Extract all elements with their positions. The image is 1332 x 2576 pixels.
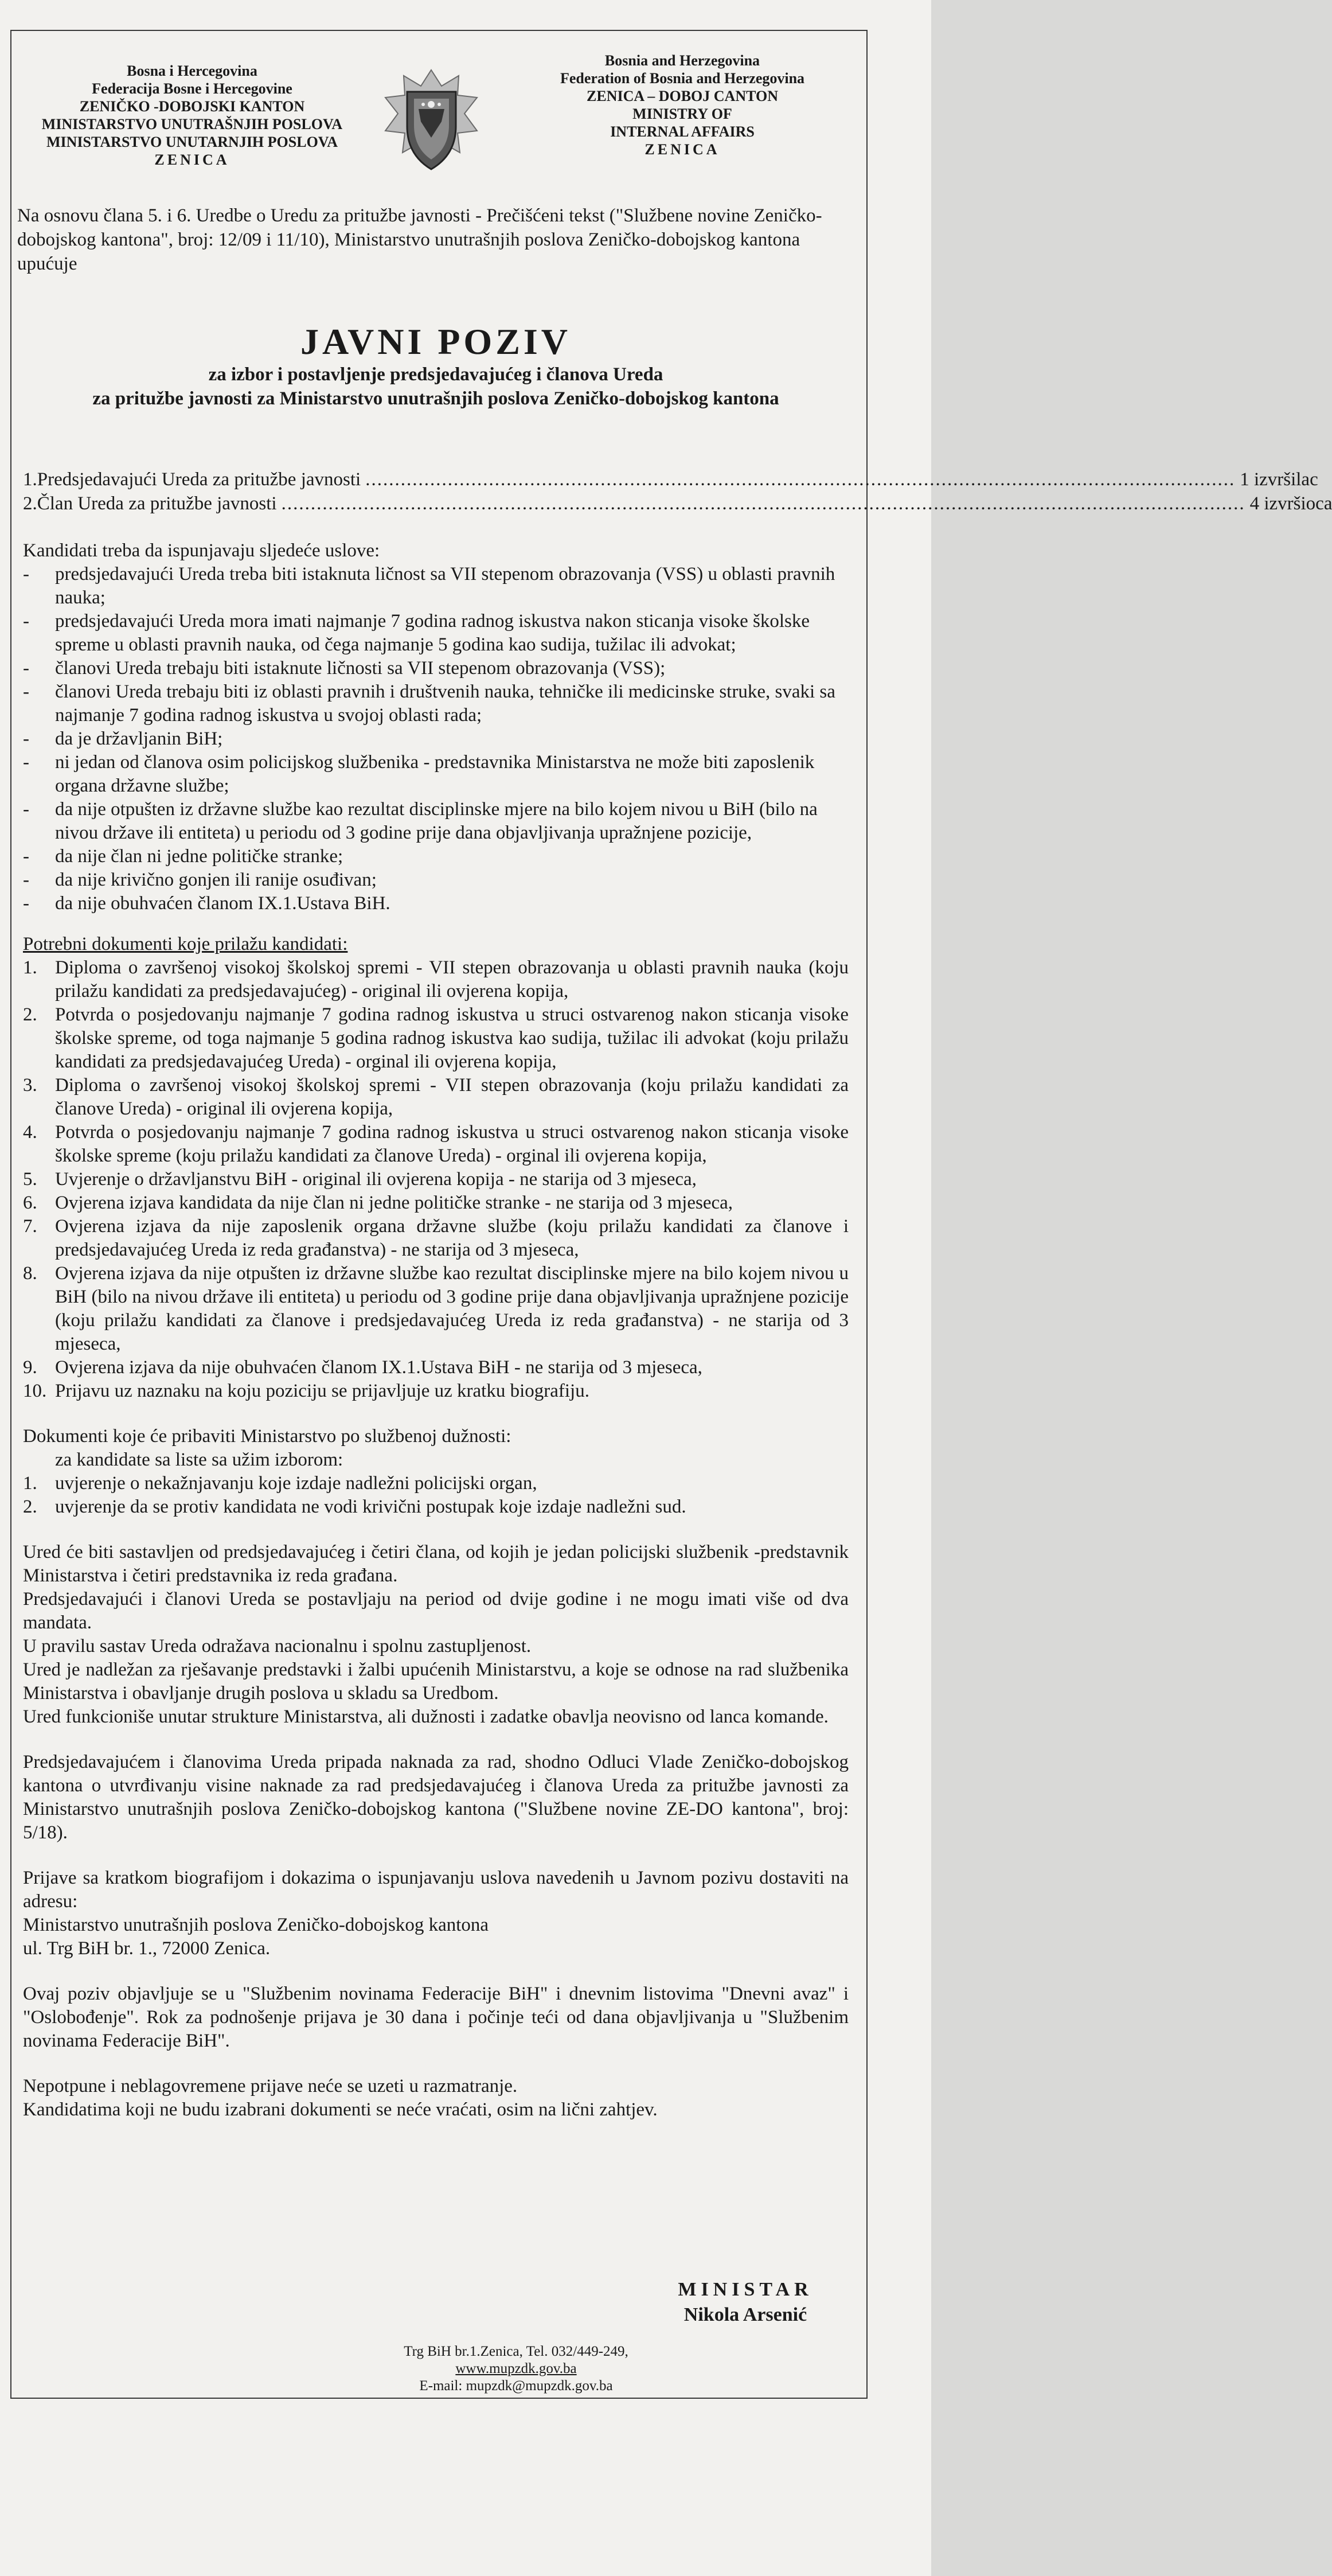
footer-address: Trg BiH br.1.Zenica, Tel. 032/449-249, bbox=[404, 2344, 628, 2359]
letterhead-right-line: Federation of Bosnia and Herzegovina bbox=[560, 70, 805, 87]
signature-name: Nikola Arsenić bbox=[683, 2304, 807, 2325]
intro-paragraph: Na osnovu člana 5. i 6. Uredbe o Uredu za pritužbe javnosti - Prečišćeni tekst ("Službene novine Zeničko-dobojskog kantona", broj: 12/09 i 11/10), Ministarstvo unutrašnjih poslova Zeničko-dobojskog kantona upućuje bbox=[17, 205, 822, 274]
signature-title: MINISTAR bbox=[678, 2279, 813, 2300]
position-row bbox=[23, 467, 1318, 492]
document-item: 10. Prijavu uz naznaku na koju poziciju se prijavljuje uz kratku biografiju. bbox=[23, 1381, 589, 1401]
ministry-documents-intro: Dokumenti koje će pribaviti Ministarstvo po službenoj dužnosti: bbox=[23, 1426, 511, 1447]
office-paragraph: U pravilu sastav Ureda odražava nacionalnu i spolnu zastupljenost. bbox=[23, 1636, 532, 1657]
document-item: 5. Uvjerenje o državljanstvu BiH - original ili ovjerena kopija - ne starija od 3 mjeseca, bbox=[23, 1169, 697, 1190]
shortlist-note: za kandidate sa liste sa užim izborom: bbox=[55, 1449, 343, 1470]
document-item: 6. Ovjerena izjava kandidata da nije član ni jedne političke stranke - ne starija od 3 mjeseca, bbox=[23, 1192, 733, 1213]
requirement-item: - članovi Ureda trebaju biti iz oblasti pravnih i društvenih nauka, tehničke ili medicinske struke, svaki sa najmanje 7 godina radnog iskustva u svojoj oblasti rada; bbox=[23, 681, 835, 726]
position-label: Predsjedavajući Ureda za pritužbe javnosti bbox=[37, 469, 361, 490]
letterhead bbox=[23, 46, 854, 189]
requirement-item: - članovi Ureda trebaju biti istaknute ličnosti sa VII stepenom obrazovanja (VSS); bbox=[23, 658, 666, 679]
requirement-item: - da nije otpušten iz državne službe kao rezultat disciplinske mjere na bilo kojem nivou u BiH (bilo na nivou države ili entiteta) u periodu od 3 godine prije dana objavljivanja upražnjene pozicije, bbox=[23, 799, 818, 843]
letterhead-left-line: ZENICA bbox=[154, 151, 230, 168]
coat-of-arms-icon bbox=[384, 69, 479, 184]
letterhead-left-line: ZENIČKO -DOBOJSKI KANTON bbox=[79, 98, 305, 115]
title-subtitle: za pritužbe javnosti za Ministarstvo unutrašnjih poslova Zeničko-dobojskog kantona bbox=[92, 388, 779, 409]
position-count: 4 izvršioca bbox=[1249, 493, 1332, 514]
footer bbox=[287, 2343, 745, 2395]
address-paragraph: Prijave sa kratkom biografijom i dokazima o ispunjavanju uslova navedenih u Javnom pozivu dostaviti na adresu: bbox=[23, 1868, 849, 1912]
document-item: 1. Diploma o završenoj visokoj školskoj spremi - VII stepen obrazovanja u oblasti pravnih nauka (koju prilažu kandidati za predsjedavajućeg) - original ili ovjerena kopija, bbox=[23, 957, 849, 1001]
position-label: Član Ureda za pritužbe javnosti bbox=[37, 493, 277, 514]
office-paragraph: Ured je nadležan za rješavanje predstavki i žalbi upućenih Ministarstvu, a koje se odnose na rad službenika Ministarstva i obavljanje drugih poslova u skladu sa Uredbom. bbox=[23, 1659, 849, 1704]
signature-block bbox=[642, 2277, 849, 2328]
office-paragraph: Ured će biti sastavljen od predsjedavajućeg i četiri člana, od kojih je jedan policijski službenik -predstavnik Ministarstva i četiri predstavnika iz reda građana. bbox=[23, 1542, 849, 1586]
footer-email[interactable]: E-mail: mupzdk@mupzdk.gov.ba bbox=[419, 2378, 613, 2394]
letterhead-left-line: Federacija Bosne i Hercegovine bbox=[92, 80, 292, 97]
requirement-item: - da nije obuhvaćen članom IX.1.Ustava BiH. bbox=[23, 893, 390, 914]
letterhead-right-line: Bosnia and Herzegovina bbox=[604, 52, 760, 69]
requirement-item: - da nije član ni jedne političke stranke; bbox=[23, 846, 343, 867]
letterhead-left bbox=[23, 62, 361, 169]
title-subtitle: za izbor i postavljenje predsjedavajućeg i članova Ureda bbox=[208, 364, 663, 385]
closing-paragraph: Nepotpune i neblagovremene prijave neće se uzeti u razmatranje. bbox=[23, 2076, 518, 2096]
requirement-item: - predsjedavajući Ureda treba biti istaknuta ličnost sa VII stepenom obrazovanja (VSS) u oblasti pravnih nauka; bbox=[23, 564, 835, 608]
requirements-list bbox=[23, 563, 849, 915]
requirement-item: - da je državljanin BiH; bbox=[23, 728, 223, 749]
document-item: 2. Potvrda o posjedovanju najmanje 7 godina radnog iskustva u struci ostvarenog nakon sticanja visoke školske spreme, od toga najmanje 5 godina radnog iskustva kao sudija, tužilac ili advokat (koju prilažu kandidati za predsjedavajućeg Ureda) - orginal ili ovjerena kopija, bbox=[23, 1004, 849, 1072]
position-count: 1 izvršilac bbox=[1240, 469, 1318, 490]
ministry-document-item: 1. uvjerenje o nekažnjavanju koje izdaje nadležni policijski organ, bbox=[23, 1473, 537, 1494]
title-block bbox=[17, 321, 854, 411]
announcement-body bbox=[23, 539, 849, 2122]
ministry-documents-list bbox=[23, 1472, 849, 1519]
letterhead-right-line: ZENICA bbox=[644, 141, 720, 158]
letterhead-left-line: MINISTARSTVO UNUTARNJIH POSLOVA bbox=[46, 134, 338, 150]
office-info-section bbox=[23, 1541, 849, 1729]
letterhead-right-line: ZENICA – DOBOJ CANTON bbox=[587, 88, 778, 104]
closing-section bbox=[23, 2075, 849, 2122]
address-line: ul. Trg BiH br. 1., 72000 Zenica. bbox=[23, 1938, 271, 1959]
position-number: 1. bbox=[23, 469, 37, 490]
footer-website-link[interactable]: www.mupzdk.gov.ba bbox=[455, 2361, 577, 2376]
leader-dots: .................................................................................................................................................................... bbox=[281, 493, 1245, 514]
ministry-document-item: 2. uvjerenje da se protiv kandidata ne vodi krivični postupak koje izdaje nadležni sud. bbox=[23, 1497, 686, 1517]
letterhead-right-line: MINISTRY OF bbox=[632, 106, 732, 122]
address-section bbox=[23, 1866, 849, 1961]
page-title: JAVNI POZIV bbox=[300, 321, 571, 362]
fee-paragraph: Predsjedavajućem i članovima Ureda pripada naknada za rad, shodno Odluci Vlade Zeničko-dobojskog kantona o utvrđivanju visine naknade za rad predsjedavajućeg i članova Ureda za pritužbe javnosti za Ministarstvo unutrašnjih poslova Zeničko-dobojskog kantona ("Službene novine ZE-DO kantona", broj: 5/18). bbox=[23, 1752, 849, 1843]
letterhead-left-line: Bosna i Hercegovina bbox=[127, 63, 257, 79]
publication-paragraph: Ovaj poziv objavljuje se u "Službenim novinama Federacije BiH" i dnevnim listovima "Dnevni avaz" i "Oslobođenje". Rok za podnošenje prijava je 30 dana i počinje teći od dana objavljivanja u "Službenim novinama Federacije BiH". bbox=[23, 1983, 849, 2051]
document-item: 7. Ovjerena izjava da nije zaposlenik organa državne službe (koju prilažu kandidati za članove i predsjedavajućeg Ureda iz reda građanstva) - ne starija od 3 mjeseca, bbox=[23, 1216, 849, 1260]
letterhead-right-line: INTERNAL AFFAIRS bbox=[610, 123, 755, 140]
position-row bbox=[23, 492, 1332, 516]
position-number: 2. bbox=[23, 493, 37, 514]
requirement-item: - predsjedavajući Ureda mora imati najmanje 7 godina radnog iskustva nakon sticanja visoke školske spreme u oblasti pravnih nauka, od čega najmanje 5 godina kao sudija, tužilac ili advokat; bbox=[23, 611, 810, 655]
office-paragraph: Ured funkcioniše unutar strukture Ministarstva, ali dužnosti i zadatke obavlja neovisno od lanca komande. bbox=[23, 1706, 829, 1727]
office-paragraph: Predsjedavajući i članovi Ureda se postavljaju na period od dvije godine i ne mogu imati više od dva mandata. bbox=[23, 1589, 849, 1633]
letterhead-right bbox=[522, 52, 843, 158]
ministry-documents-section bbox=[23, 1425, 849, 1519]
requirement-item: - da nije krivično gonjen ili ranije osuđivan; bbox=[23, 870, 377, 890]
letterhead-left-line: MINISTARSTVO UNUTRAŠNJIH POSLOVA bbox=[41, 116, 343, 132]
closing-paragraph: Kandidatima koji ne budu izabrani dokumenti se neće vraćati, osim na lični zahtjev. bbox=[23, 2099, 658, 2120]
requirement-item: - ni jedan od članova osim policijskog službenika - predstavnika Ministarstva ne može biti zaposlenik organa državne službe; bbox=[23, 752, 815, 796]
address-line: Ministarstvo unutrašnjih poslova Zeničko-dobojskog kantona bbox=[23, 1915, 489, 1935]
documents-list bbox=[23, 956, 849, 1403]
leader-dots: .................................................................................................................................................... bbox=[365, 469, 1236, 490]
requirements-intro: Kandidati treba da ispunjavaju sljedeće uslove: bbox=[23, 540, 380, 561]
documents-heading: Potrebni dokumenti koje prilažu kandidati: bbox=[23, 934, 348, 954]
positions-list bbox=[23, 467, 1332, 516]
document-item: 4. Potvrda o posjedovanju najmanje 7 godina radnog iskustva u struci ostvarenog nakon sticanja visoke školske spreme (koju prilažu kandidati za članove Ureda) - orginal ili ovjerena kopija, bbox=[23, 1122, 849, 1166]
document-item: 8. Ovjerena izjava da nije otpušten iz državne službe kao rezultat disciplinske mjere na bilo kojem nivou u BiH (bilo na nivou države ili entiteta) u periodu od 3 godine prije dana objavljivanja upražnjene pozicije (koju prilažu kandidati za članove i predsjedavajućeg Ureda iz reda građanstva) - ne starija od 3 mjeseca, bbox=[23, 1263, 849, 1354]
document-item: 9. Ovjerena izjava da nije obuhvaćen članom IX.1.Ustava BiH - ne starija od 3 mjeseca, bbox=[23, 1357, 702, 1378]
document-item: 3. Diploma o završenoj visokoj školskoj spremi - VII stepen obrazovanja (koju prilažu kandidati za članove Ureda) - original ili ovjerena kopija, bbox=[23, 1075, 849, 1119]
